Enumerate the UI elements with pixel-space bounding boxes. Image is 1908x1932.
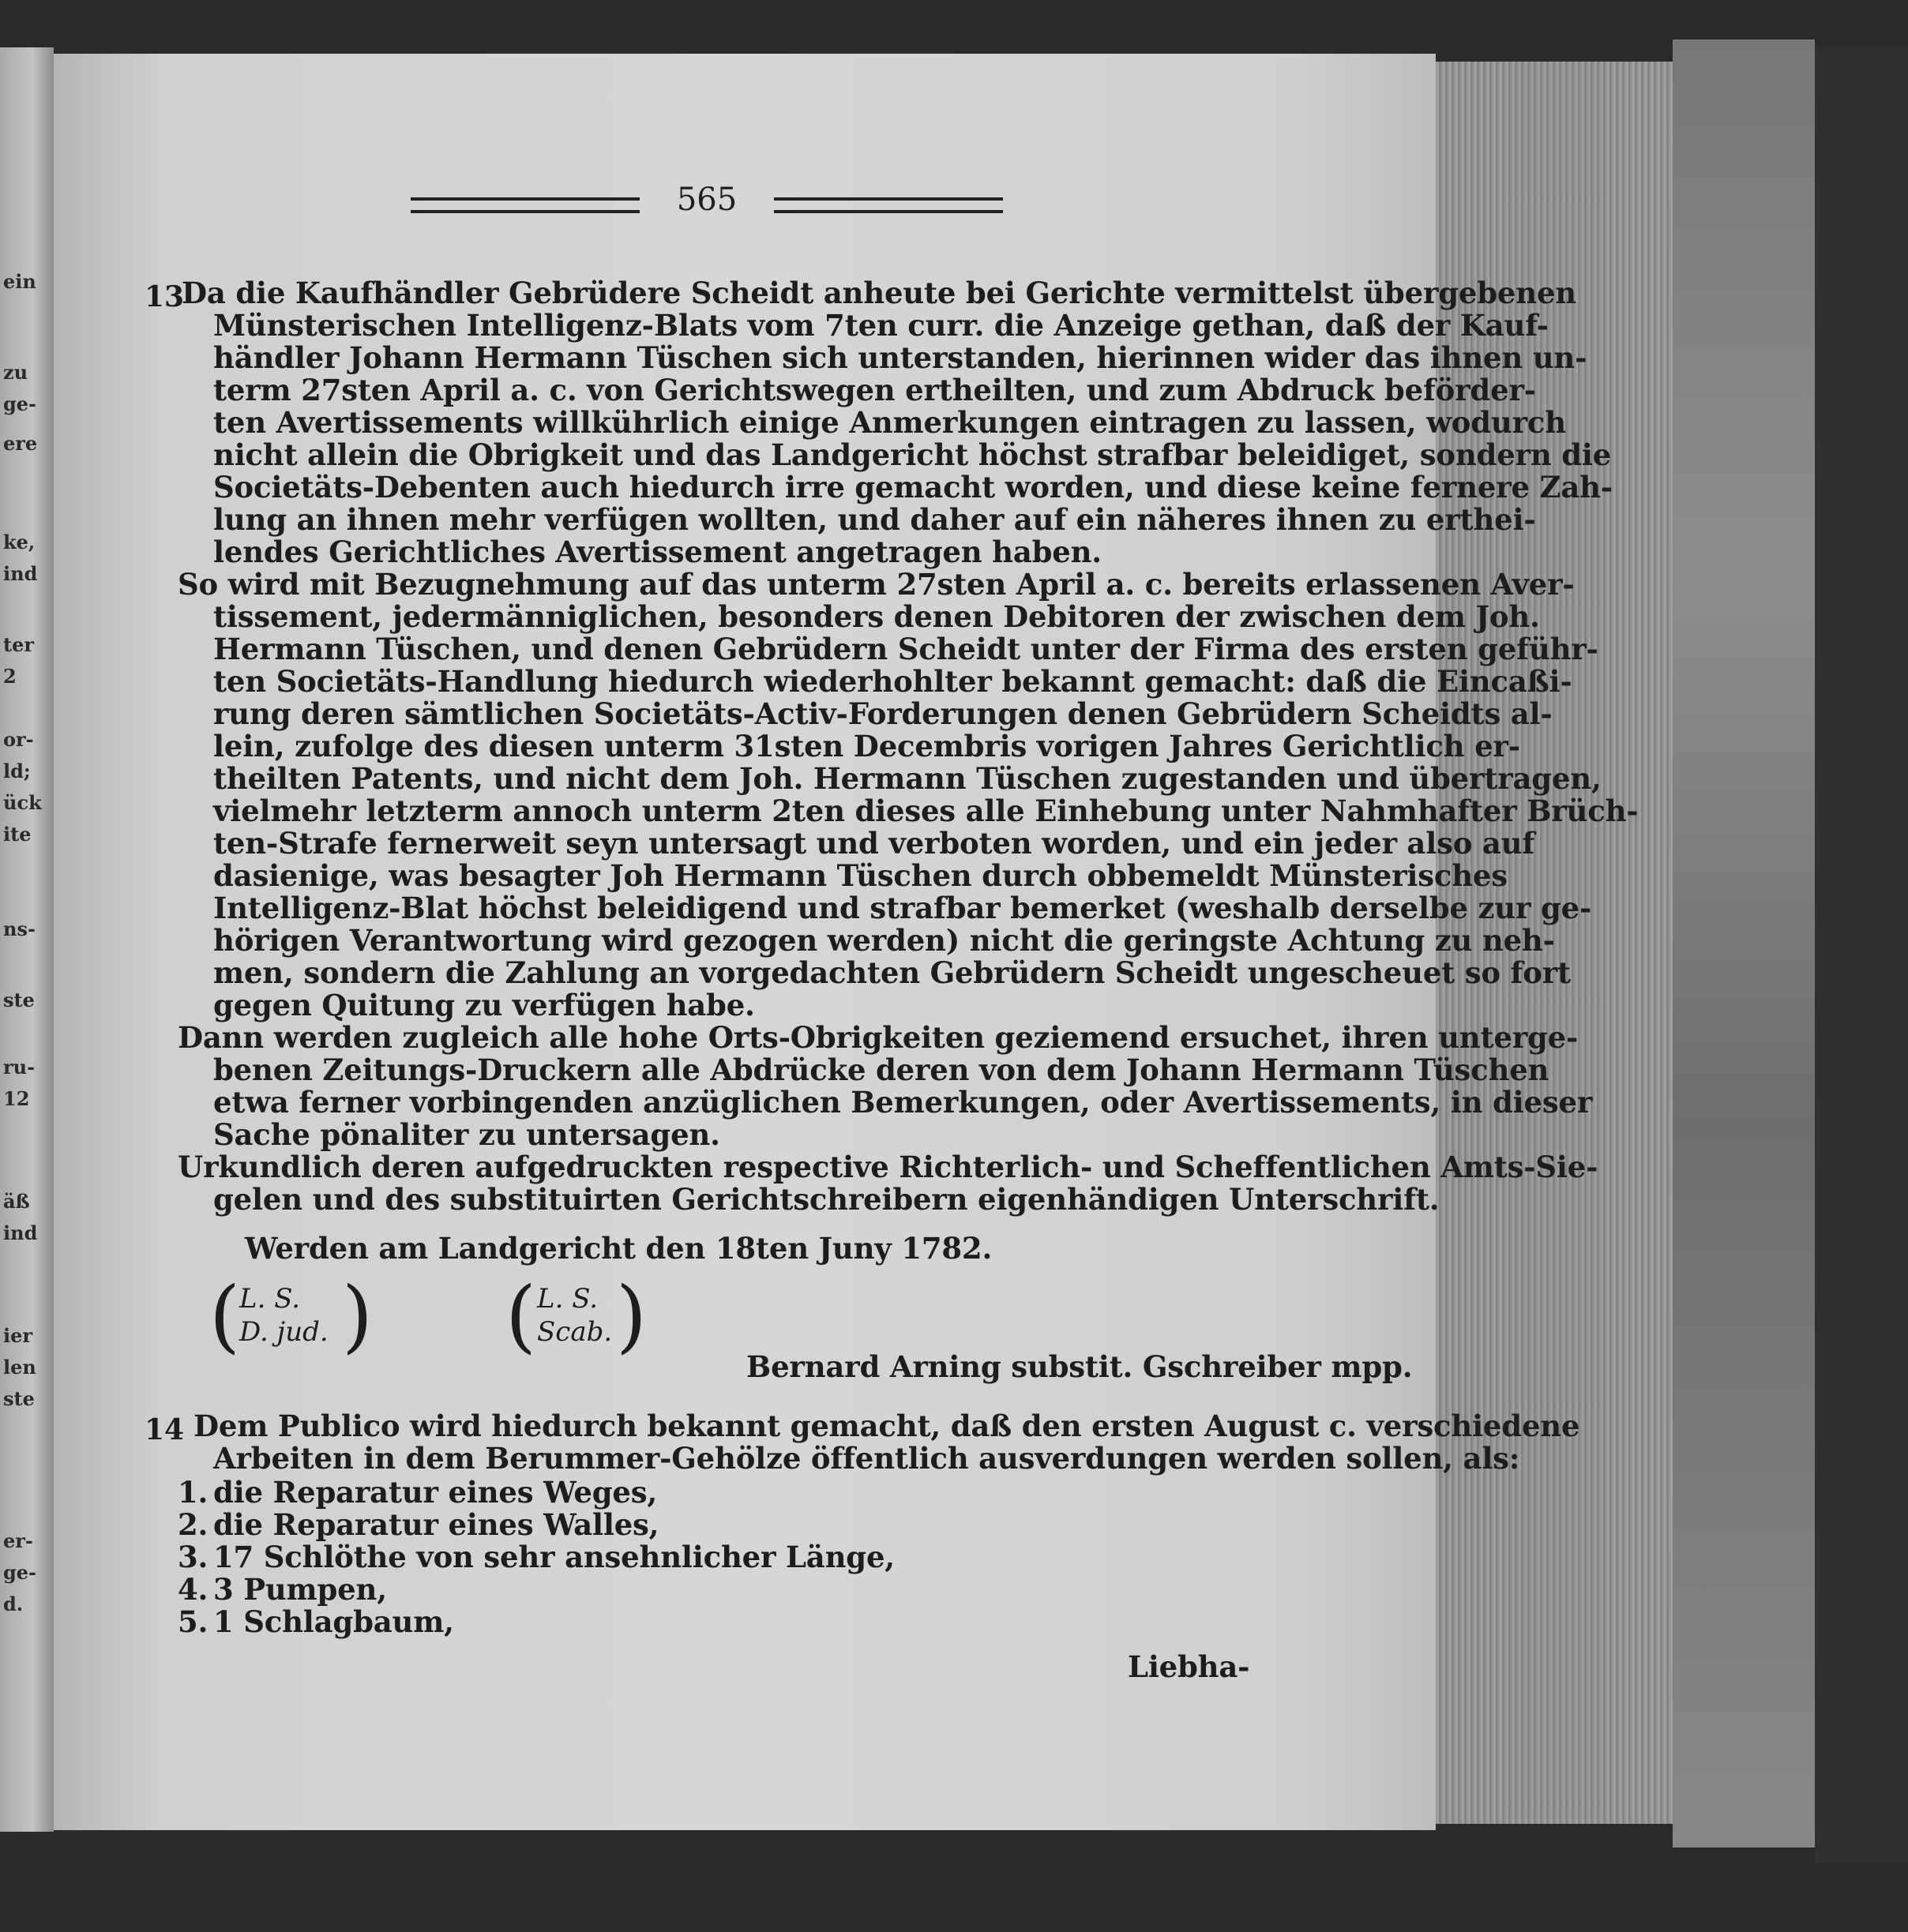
list-item-number: 1. [178, 1475, 208, 1510]
text-line: lung an ihnen mehr verfügen wollten, und daher auf ein näheres ihnen zu erthei- [213, 502, 1536, 537]
list-item: 17 Schlöthe von sehr ansehnlicher Länge, [213, 1540, 895, 1574]
list-item: die Reparatur eines Weges, [213, 1475, 658, 1510]
list-item-number: 4. [178, 1572, 208, 1607]
text-line: So wird mit Bezugnehmung auf das unterm 27sten April a. c. bereits erlassenen Aver- [178, 567, 1575, 602]
text-line: Da die Kaufhändler Gebrüdere Scheidt anheute bei Gerichte vermittelst übergebenen [182, 276, 1576, 310]
signature: Bernard Arning substit. Gschreiber mpp. [746, 1349, 1413, 1384]
left-page-fragment: ein [3, 270, 36, 293]
text-line: lein, zufolge des diesen unterm 31sten Decembris vorigen Jahres Gerichtlich er- [213, 729, 1520, 763]
list-item: die Reparatur eines Walles, [213, 1507, 659, 1542]
text-line: Dem Publico wird hiedurch bekannt gemacht, daß den ersten August c. verschiedene [193, 1409, 1580, 1443]
text-line: Hermann Tüschen, und denen Gebrüdern Scheidt unter der Firma des ersten geführ- [213, 632, 1598, 666]
text-line: tissement, jedermänniglichen, besonders denen Debitoren der zwischen dem Joh. [213, 599, 1540, 634]
seal-line: Scab. [537, 1316, 613, 1348]
text-line: ten Societäts-Handlung hiedurch wiederhohlter bekannt gemacht: daß die Eincaßi- [213, 664, 1572, 699]
cover-shadow [1815, 47, 1908, 1863]
text-line: rung deren sämtlichen Societäts-Activ-Forderungen denen Gebrüdern Scheidts al- [213, 696, 1553, 731]
seal-paren-close: ) [616, 1270, 648, 1362]
list-item-number: 2. [178, 1507, 208, 1542]
text-line: dasienige, was besagter Joh Hermann Tüschen durch obbemeldt Münsterisches [213, 858, 1508, 893]
left-page-fragment: or- [3, 728, 34, 751]
text-line: ten Avertissements willkührlich einige Anmerkungen eintragen zu lassen, wodurch [213, 405, 1566, 440]
text-line: vielmehr letzterm annoch unterm 2ten dieses alle Einhebung unter Nahmhafter Brüch- [213, 793, 1639, 828]
text-line: men, sondern die Zahlung an vorgedachten Gebrüdern Scheidt ungescheuet so fort [213, 955, 1571, 990]
left-page-fragment: zu [3, 361, 28, 384]
seal-line: D. jud. [239, 1316, 329, 1348]
left-page-fragment: ite [3, 823, 32, 846]
left-page-fragment: len [3, 1356, 36, 1379]
text-line: theilten Patents, und nicht dem Joh. Hermann Tüschen zugestanden und übertragen, [213, 761, 1602, 796]
left-page-fragment: ge- [3, 1561, 37, 1584]
left-page-fragment: ste [3, 989, 35, 1011]
left-page-fragment: ld; [3, 760, 31, 782]
entry-number: 13 [145, 280, 185, 313]
left-page-fragment: 2 [3, 665, 17, 688]
place-date: Werden am Landgericht den 18ten Juny 1782. [245, 1231, 993, 1266]
left-page-fragment: ste [3, 1387, 35, 1410]
header-rule-left [411, 197, 640, 213]
book-cover [1673, 39, 1815, 1848]
left-page-fragment: ere [3, 432, 38, 455]
page-header [411, 182, 1003, 229]
left-page-fragment: ier [3, 1324, 33, 1347]
text-line: Dann werden zugleich alle hohe Orts-Obrigkeiten geziemend ersuchet, ihren unterge- [178, 1020, 1579, 1055]
text-line: Sache pönaliter zu untersagen. [213, 1117, 720, 1152]
text-line: hörigen Verantwortung wird gezogen werden) nicht die geringste Achtung zu neh- [213, 923, 1555, 958]
left-page-fragment: äß [3, 1190, 30, 1213]
left-page-fragment: d. [3, 1592, 24, 1615]
left-page-fragment: er- [3, 1529, 33, 1552]
left-page-fragment: ge- [3, 392, 37, 415]
text-line: gegen Quitung zu verfügen habe. [213, 988, 755, 1022]
text-line: benen Zeitungs-Druckern alle Abdrücke deren von dem Johann Hermann Tüschen [213, 1052, 1549, 1087]
left-page-fragment: ns- [3, 917, 36, 940]
text-line: nicht allein die Obrigkeit und das Landgericht höchst strafbar beleidiget, sondern die [213, 437, 1612, 472]
left-page-fragment: 12 [3, 1087, 30, 1110]
text-line: lendes Gerichtliches Avertissement angetragen haben. [213, 535, 1102, 569]
text-line: Intelligenz-Blat höchst beleidigend und strafbar bemerket (weshalb derselbe zur ge- [213, 891, 1592, 925]
list-item-number: 3. [178, 1540, 208, 1574]
text-line: gelen und des substituirten Gerichtschreibern eigenhändigen Unterschrift. [213, 1182, 1440, 1217]
seal-paren-close: ) [342, 1270, 374, 1362]
text-line: Arbeiten in dem Berummer-Gehölze öffentlich ausverdungen werden sollen, als: [213, 1441, 1520, 1476]
page-number: 565 [676, 182, 738, 218]
left-page-fragment: ru- [3, 1056, 36, 1079]
left-page-fragment: ter [3, 633, 34, 656]
left-page-fragment: ind [3, 1221, 38, 1244]
entry-number: 14 [145, 1413, 185, 1446]
text-line: händler Johann Hermann Tüschen sich unterstanden, hierinnen wider das ihnen un- [213, 340, 1587, 375]
header-rule-right [774, 197, 1003, 213]
catchword: Liebha- [1128, 1649, 1250, 1684]
left-page-fragment: ke, [3, 531, 36, 553]
text-line: ten-Strafe fernerweit seyn untersagt und verboten worden, und ein jeder also auf [213, 826, 1535, 861]
seal-paren-open: ( [209, 1270, 241, 1362]
text-line: Societäts-Debenten auch hiedurch irre gemacht worden, und diese keine fernere Zah- [213, 470, 1613, 505]
seal-scab [505, 1270, 648, 1362]
text-line: Urkundlich deren aufgedruckten respective Richterlich- und Scheffentlichen Amts-Sie- [178, 1150, 1598, 1184]
text-line: etwa ferner vorbingenden anzüglichen Bemerkungen, oder Avertissements, in dieser [213, 1085, 1593, 1120]
seal-d-jud [209, 1270, 374, 1362]
seal-line: L. S. [239, 1283, 301, 1315]
list-item: 1 Schlagbaum, [213, 1604, 454, 1639]
seal-line: L. S. [537, 1283, 599, 1315]
text-line: term 27sten April a. c. von Gerichtswegen ertheilten, und zum Abdruck beförder- [213, 373, 1536, 407]
left-page-fragment: ind [3, 562, 38, 585]
list-item-number: 5. [178, 1604, 208, 1639]
seal-paren-open: ( [505, 1270, 537, 1362]
text-line: Münsterischen Intelligenz-Blats vom 7ten curr. die Anzeige gethan, daß der Kauf- [213, 308, 1549, 343]
list-item: 3 Pumpen, [213, 1572, 387, 1607]
left-page-fragment: ück [3, 791, 42, 814]
